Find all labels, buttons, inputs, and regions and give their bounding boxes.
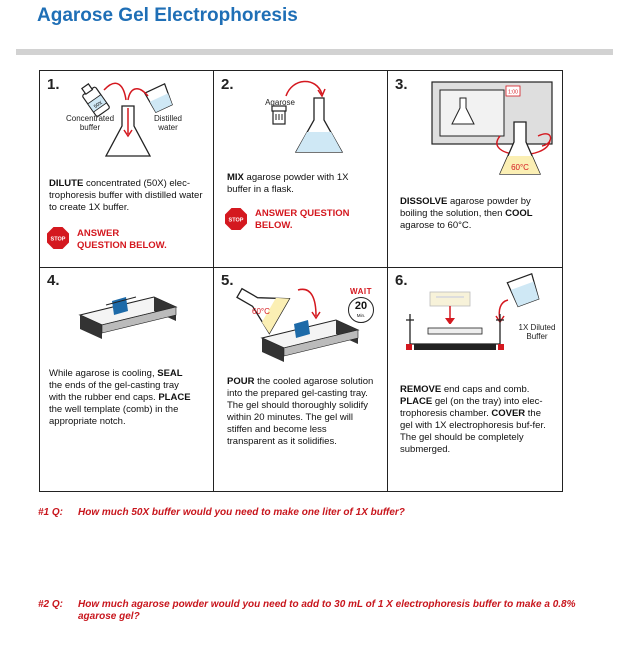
svg-text:1:00: 1:00 <box>508 89 518 96</box>
buffer-bottle-icon <box>79 82 110 117</box>
microwave-illustration <box>430 80 560 180</box>
distilled-water-label: Distilled water <box>153 114 182 132</box>
step-1-text: DILUTE concentrated (50X) elec-trophoresis buffer with distilled water to create 1X buffer. <box>49 178 203 213</box>
step-3-text: DISSOLVE agarose powder by boiling the solution, then COOL agarose to 60°C. <box>400 196 533 231</box>
grid-line <box>387 71 388 491</box>
mix-illustration <box>262 78 352 158</box>
step-number: 2. <box>221 76 234 93</box>
svg-text:STOP: STOP <box>228 217 244 224</box>
wait-label: WAIT <box>350 287 372 296</box>
step-number: 3. <box>395 76 408 93</box>
flask-icon <box>229 276 289 334</box>
gel-tray-icon <box>80 297 176 339</box>
step-6-text: REMOVE end caps and comb. PLACE gel (on the tray) into elec-trophoresis chamber. COVER the gel with 1X electrophoresis buf-fer. The gel should be completely submerged. <box>400 384 546 455</box>
answer-question-note: ANSWER QUESTION BELOW. <box>77 228 167 251</box>
grid-line <box>213 71 214 491</box>
water-beaker-icon <box>145 84 174 113</box>
answer-question-note: ANSWER QUESTION BELOW. <box>255 208 350 231</box>
step-4-text: While agarose is cooling, SEAL the ends of the gel-casting tray with the rubber end caps. PLACE the well template (comb) in the appropriate notch. <box>49 368 191 427</box>
diluted-buffer-label: 1X Diluted Buffer <box>518 323 556 341</box>
step-number: 6. <box>395 272 408 289</box>
stop-sign-icon <box>47 227 69 249</box>
microwave-icon <box>432 82 552 144</box>
divider <box>16 49 613 55</box>
agarose-label: Agarose <box>265 98 295 107</box>
gel-icon <box>430 292 470 306</box>
casting-tray-illustration <box>76 285 186 345</box>
grid-line <box>40 267 562 268</box>
svg-text:STOP: STOP <box>50 236 66 243</box>
flask-icon <box>296 98 342 152</box>
question-1-number: #1 Q: <box>38 507 64 518</box>
gel-tray-icon <box>262 320 358 362</box>
buffer-beaker-icon <box>507 274 540 307</box>
page-title: Agarose Gel Electrophoresis <box>37 5 298 26</box>
bottle-label: 50X <box>92 99 104 111</box>
svg-text:60°C: 60°C <box>511 163 529 172</box>
step-2-text: MIX agarose powder with 1X buffer in a flask. <box>227 172 349 195</box>
concentrated-buffer-label: Concentrated buffer <box>65 114 115 132</box>
question-2-number: #2 Q: <box>38 599 64 610</box>
electrophoresis-chamber-icon <box>406 314 504 350</box>
step-number: 4. <box>47 272 60 289</box>
agarose-jar-icon <box>272 106 286 124</box>
timer-icon: 20 Min. <box>348 297 374 323</box>
stop-sign-icon <box>225 208 247 230</box>
step-number: 5. <box>221 272 234 289</box>
question-1-text: How much 50X buffer would you need to make one liter of 1X buffer? <box>78 507 405 518</box>
step-5-text: POUR the cooled agarose solution into the prepared gel-casting tray. The gel should thoroughly solidify within 20 minutes. The gel will stiffen and become less transparent as it solidifies. <box>227 376 374 447</box>
step-number: 1. <box>47 76 60 93</box>
wait-timer <box>346 287 376 323</box>
question-2-text: How much agarose powder would you need to add to 30 mL of 1 X electrophoresis buffer to make a 0.8% agarose gel? <box>78 599 576 622</box>
svg-text:60°C: 60°C <box>252 307 270 316</box>
